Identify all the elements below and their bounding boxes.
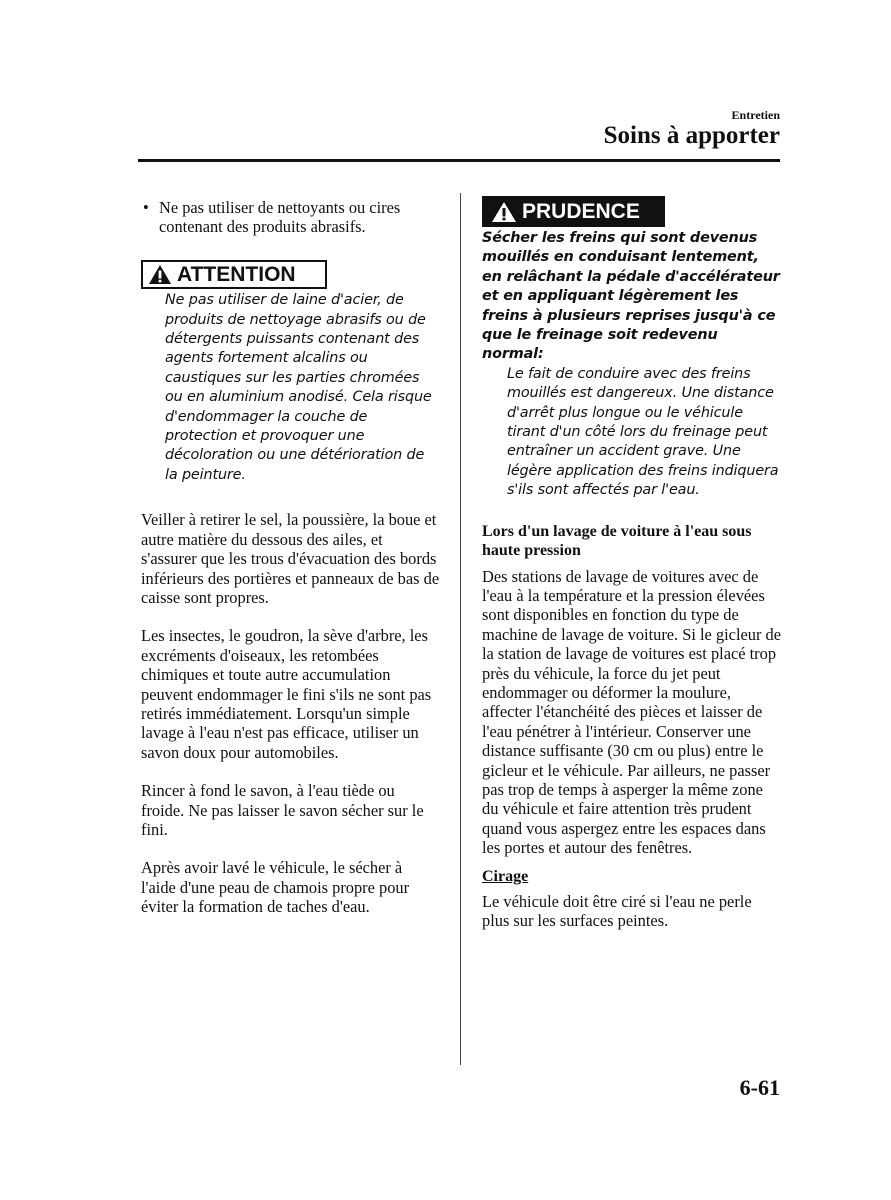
subheading-high-pressure-wash: Lors d'un lavage de voiture à l'eau sous haute pression: [482, 522, 752, 560]
column-divider: [460, 193, 461, 1065]
paragraph-3: Rincer à fond le savon, à l'eau tiède ou froide. Ne pas laisser le savon sécher sur le fini.: [141, 781, 424, 839]
warning-triangle-icon: [491, 201, 517, 223]
attention-text: Ne pas utiliser de laine d'acier, de produits de nettoyage abrasifs ou de détergents puissants contenant des agents fortement alcalins ou caustiques sur les parties chromées ou en aluminium anodisé. Cela risque d'endommager la couche de protection et provoquer une décoloration ou une détérioration de la peinture.: [165, 292, 432, 483]
paragraph-high-pressure-wash: Des stations de lavage de voitures avec de l'eau à la température et la pression élevées sont disponibles en fonction du type de machine de lavage de voiture. Si le gicleur de la station de lavage de voitures est placé trop près du véhicule, la force du jet peut endommager ou déformer la moulure, affecter l'étanchéité des pièces et laisser de l'eau pénétrer à l'intérieur. Conserver une distance suffisante (30 cm ou plus) entre le gicleur et le véhicule. Par ailleurs, ne passer pas trop de temps à asperger la même zone du véhicule et faire attention très prudent quand vous aspergez entre les espaces dans les portes et autour des fenêtres.: [482, 566, 782, 858]
header-rule: [138, 159, 780, 162]
warning-triangle-icon: [148, 264, 172, 285]
page-number: 6-61: [739, 1075, 780, 1100]
paragraph-2: Les insectes, le goudron, la sève d'arbre, les excréments d'oiseaux, les retombées chimiques et toute autre accumulation peuvent endommager le fini s'ils ne sont pas retirés immédiatement. Lorsqu'un simple lavage à l'eau n'est pas efficace, utiliser un savon doux pour automobiles.: [141, 626, 432, 762]
bullet-text: Ne pas utiliser de nettoyants ou cires contenant des produits abrasifs.: [159, 198, 401, 237]
section-label: Entretien: [731, 108, 780, 122]
attention-banner: [141, 260, 327, 289]
subheading-cirage: Cirage: [482, 867, 529, 885]
paragraph-cirage: Le véhicule doit être ciré si l'eau ne perle plus sur les surfaces peintes.: [482, 892, 752, 931]
paragraph-4: Après avoir lavé le véhicule, le sécher à l'aide d'une peau de chamois propre pour éviter la formation de taches d'eau.: [141, 858, 410, 917]
prudence-heading: Sécher les freins qui sont devenus mouillés en conduisant lentement, en relâchant la pédale d'accélérateur et en appliquant légèrement les freins à plusieurs reprises jusqu'à ce que le freinage soit redevenu normal:: [482, 230, 780, 363]
bullet-dot: •: [143, 198, 149, 217]
page-title: Soins à apporter: [603, 122, 780, 149]
prudence-label: PRUDENCE: [522, 199, 640, 223]
left-column: [141, 198, 441, 917]
prudence-text: Le fait de conduire avec des freins mouillés est dangereux. Une distance d'arrêt plus longue ou le véhicule tirant d'un côté lors du freinage peut entraîner un accident grave. Une légère application des freins indiquera s'ils sont affectés par l'eau.: [507, 365, 779, 499]
attention-label: ATTENTION: [177, 262, 296, 286]
right-column: [482, 196, 782, 931]
prudence-banner: [482, 196, 665, 227]
paragraph-1: Veiller à retirer le sel, la poussière, la boue et autre matière du dessous des ailes, et s'assurer que les trous d'évacuation des bords inférieurs des portières et panneaux de bas de caisse sont propres.: [141, 510, 440, 607]
bullet-item: [141, 198, 441, 237]
